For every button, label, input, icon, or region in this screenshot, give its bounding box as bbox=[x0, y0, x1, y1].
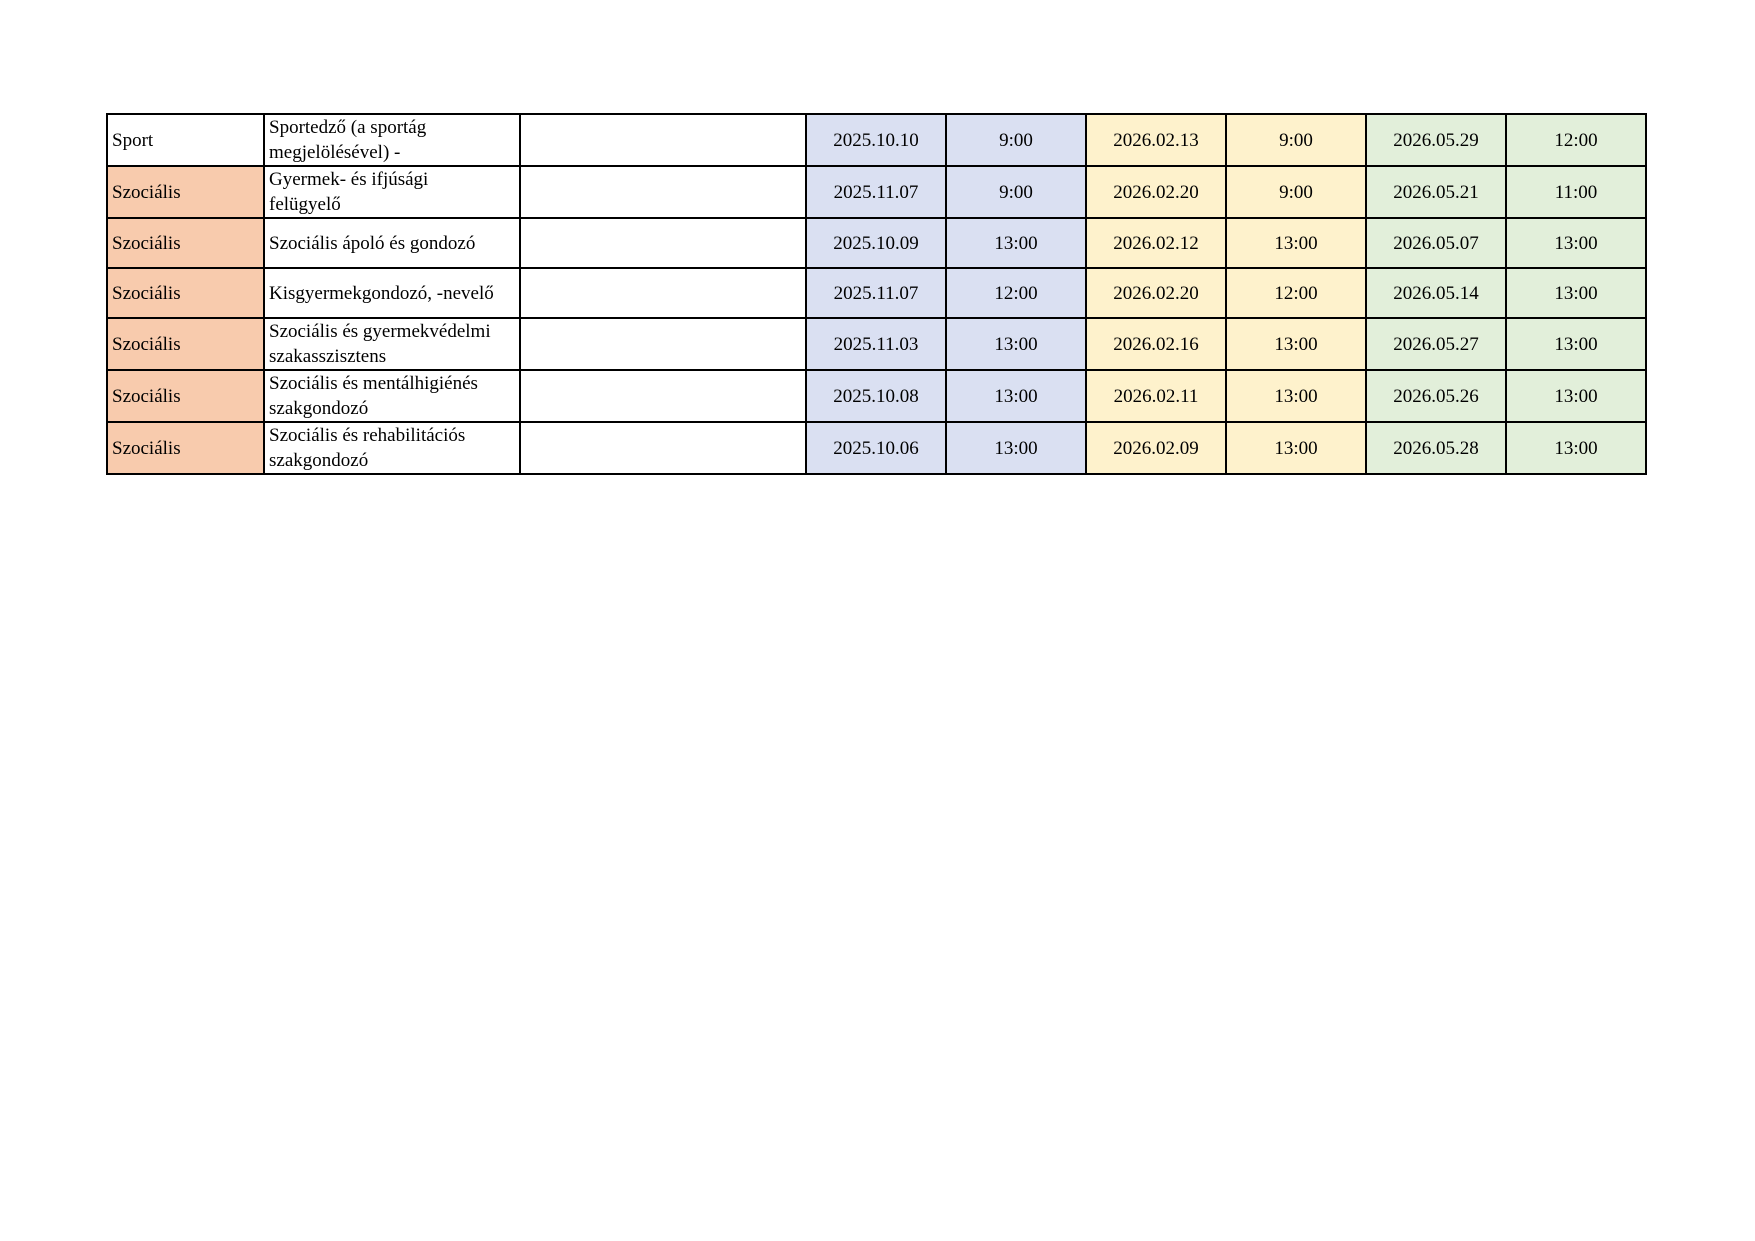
qualification-line-1: Szociális és rehabilitációs bbox=[269, 425, 466, 446]
date-2-cell: 2026.02.12 bbox=[1086, 218, 1226, 268]
qualification-line-1: Szociális és mentálhigiénés bbox=[269, 373, 478, 394]
qualification-line-1: Kisgyermekgondozó, -nevelő bbox=[269, 282, 494, 304]
date-2-cell: 2026.02.16 bbox=[1086, 318, 1226, 370]
qualification-line-1: Gyermek- és ifjúsági bbox=[269, 169, 429, 190]
area-cell: Szociális bbox=[107, 318, 264, 370]
area-cell: Szociális bbox=[107, 268, 264, 318]
qualification-cell bbox=[264, 166, 520, 218]
area-cell: Szociális bbox=[107, 370, 264, 422]
table-row bbox=[107, 268, 1646, 318]
table-row bbox=[107, 166, 1646, 218]
qualification-cell bbox=[264, 370, 520, 422]
table-row bbox=[107, 370, 1646, 422]
date-3-cell: 2026.05.21 bbox=[1366, 166, 1506, 218]
date-2-cell: 2026.02.20 bbox=[1086, 166, 1226, 218]
time-2-cell: 12:00 bbox=[1226, 268, 1366, 318]
date-2-cell: 2026.02.11 bbox=[1086, 370, 1226, 422]
qualification-cell bbox=[264, 422, 520, 474]
qualification-cell bbox=[264, 114, 520, 166]
time-3-cell: 13:00 bbox=[1506, 268, 1646, 318]
time-1-cell: 13:00 bbox=[946, 422, 1086, 474]
qualification-cell bbox=[264, 268, 520, 318]
qualification-line-1: Sportedző (a sportág bbox=[269, 117, 427, 138]
time-1-cell: 12:00 bbox=[946, 268, 1086, 318]
date-3-cell: 2026.05.27 bbox=[1366, 318, 1506, 370]
note-cell bbox=[520, 114, 806, 166]
time-1-cell: 9:00 bbox=[946, 166, 1086, 218]
qualification-line-2: felügyelő bbox=[269, 194, 341, 215]
date-2-cell: 2026.02.13 bbox=[1086, 114, 1226, 166]
date-1-cell: 2025.11.07 bbox=[806, 166, 946, 218]
date-2-cell: 2026.02.09 bbox=[1086, 422, 1226, 474]
date-1-cell: 2025.10.06 bbox=[806, 422, 946, 474]
time-3-cell: 13:00 bbox=[1506, 318, 1646, 370]
date-3-cell: 2026.05.28 bbox=[1366, 422, 1506, 474]
area-cell: Sport bbox=[107, 114, 264, 166]
time-1-cell: 13:00 bbox=[946, 318, 1086, 370]
time-3-cell: 11:00 bbox=[1506, 166, 1646, 218]
time-1-cell: 9:00 bbox=[946, 114, 1086, 166]
time-2-cell: 13:00 bbox=[1226, 370, 1366, 422]
time-1-cell: 13:00 bbox=[946, 218, 1086, 268]
time-2-cell: 13:00 bbox=[1226, 422, 1366, 474]
table-row bbox=[107, 318, 1646, 370]
note-cell bbox=[520, 370, 806, 422]
date-1-cell: 2025.11.07 bbox=[806, 268, 946, 318]
date-1-cell: 2025.10.08 bbox=[806, 370, 946, 422]
date-3-cell: 2026.05.14 bbox=[1366, 268, 1506, 318]
qualification-cell bbox=[264, 218, 520, 268]
qualification-line-2: szakasszisztens bbox=[269, 346, 387, 367]
date-3-cell: 2026.05.07 bbox=[1366, 218, 1506, 268]
date-3-cell: 2026.05.29 bbox=[1366, 114, 1506, 166]
time-3-cell: 12:00 bbox=[1506, 114, 1646, 166]
time-3-cell: 13:00 bbox=[1506, 422, 1646, 474]
table-row bbox=[107, 114, 1646, 166]
time-2-cell: 13:00 bbox=[1226, 318, 1366, 370]
area-cell: Szociális bbox=[107, 166, 264, 218]
note-cell bbox=[520, 166, 806, 218]
note-cell bbox=[520, 268, 806, 318]
date-2-cell: 2026.02.20 bbox=[1086, 268, 1226, 318]
qualification-line-2: szakgondozó bbox=[269, 450, 369, 471]
date-1-cell: 2025.11.03 bbox=[806, 318, 946, 370]
area-cell: Szociális bbox=[107, 218, 264, 268]
date-1-cell: 2025.10.10 bbox=[806, 114, 946, 166]
qualification-cell bbox=[264, 318, 520, 370]
area-cell: Szociális bbox=[107, 422, 264, 474]
note-cell bbox=[520, 422, 806, 474]
qualification-line-2: megjelölésével) - bbox=[269, 142, 401, 163]
qualification-line-2: szakgondozó bbox=[269, 398, 369, 419]
time-1-cell: 13:00 bbox=[946, 370, 1086, 422]
time-2-cell: 9:00 bbox=[1226, 114, 1366, 166]
time-3-cell: 13:00 bbox=[1506, 218, 1646, 268]
qualification-line-1: Szociális ápoló és gondozó bbox=[269, 232, 476, 254]
date-1-cell: 2025.10.09 bbox=[806, 218, 946, 268]
date-3-cell: 2026.05.26 bbox=[1366, 370, 1506, 422]
time-2-cell: 9:00 bbox=[1226, 166, 1366, 218]
note-cell bbox=[520, 318, 806, 370]
exam-schedule-table bbox=[106, 113, 1647, 475]
note-cell bbox=[520, 218, 806, 268]
table-row bbox=[107, 218, 1646, 268]
time-3-cell: 13:00 bbox=[1506, 370, 1646, 422]
time-2-cell: 13:00 bbox=[1226, 218, 1366, 268]
qualification-line-1: Szociális és gyermekvédelmi bbox=[269, 321, 491, 342]
table-row bbox=[107, 422, 1646, 474]
